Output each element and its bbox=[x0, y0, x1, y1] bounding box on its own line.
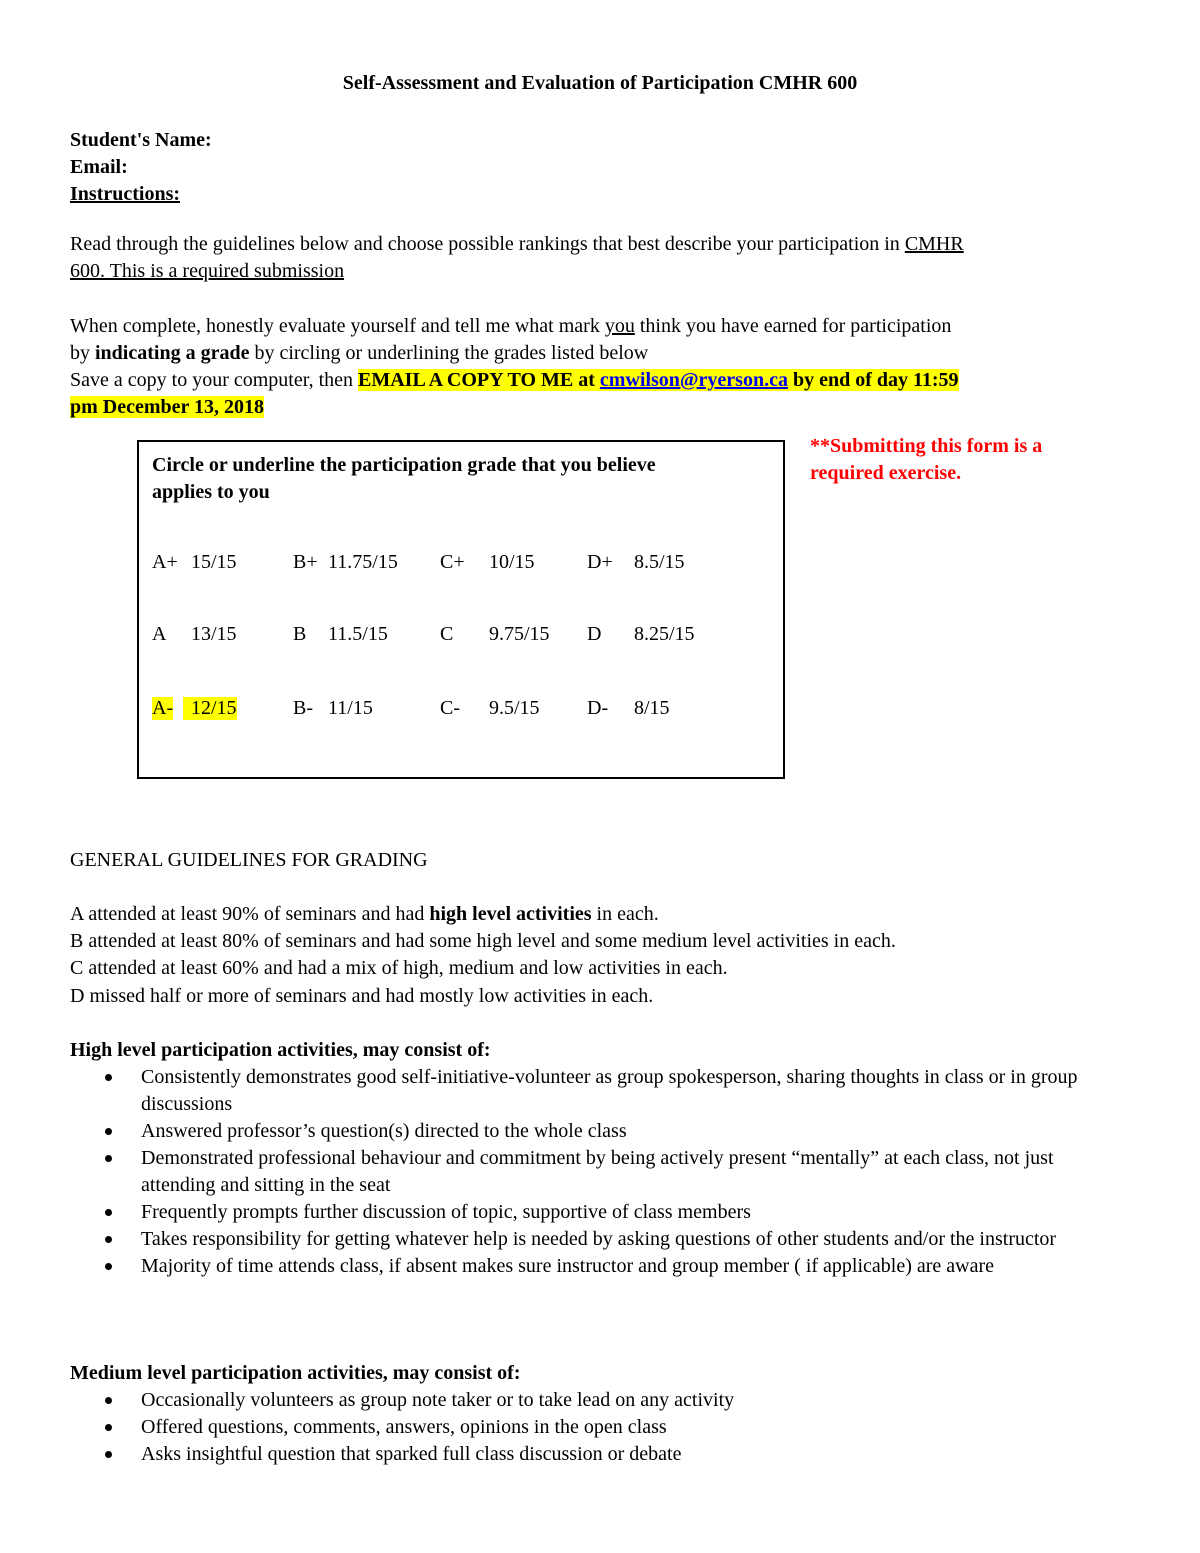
grade-box-heading-line-2: applies to you bbox=[152, 481, 270, 503]
bullet-icon bbox=[105, 1155, 112, 1162]
grade-option[interactable] bbox=[587, 697, 670, 720]
bullet-icon bbox=[105, 1451, 112, 1458]
instructions-text: think you have earned for participation bbox=[634, 315, 952, 337]
instructions-label: Instructions: bbox=[70, 183, 181, 205]
list-item bbox=[70, 1226, 1130, 1253]
grade-value: 9.75/15 bbox=[489, 623, 550, 645]
guideline-text: A attended at least 90% of seminars and had bbox=[70, 903, 430, 925]
grade-value: 11/15 bbox=[328, 697, 373, 719]
email-copy-highlight: EMAIL A COPY TO ME bbox=[358, 369, 574, 391]
list-item bbox=[70, 1199, 1130, 1226]
list-item-text: Occasionally volunteers as group note taker or to take lead on any activity bbox=[141, 1389, 735, 1411]
at-highlight: at bbox=[573, 369, 600, 391]
grade-letter: D- bbox=[587, 697, 609, 719]
you-underlined: you bbox=[604, 315, 635, 337]
grade-box-heading-line-1: Circle or underline the participation grade that you believe bbox=[152, 454, 656, 476]
guideline-text: in each. bbox=[591, 903, 659, 925]
bullet-icon bbox=[105, 1424, 112, 1431]
list-item-text: Majority of time attends class, if absent makes sure instructor and group member ( if applicable) are aware bbox=[141, 1255, 995, 1277]
bullet-icon bbox=[105, 1128, 112, 1135]
instructions-paragraph-2-line-1 bbox=[70, 313, 951, 340]
guideline-c: C attended at least 60% and had a mix of high, medium and low activities in each. bbox=[70, 957, 728, 979]
list-item-text: Offered questions, comments, answers, opinions in the open class bbox=[141, 1416, 667, 1438]
instructions-paragraph-3-line-1 bbox=[70, 367, 959, 394]
guideline-b: B attended at least 80% of seminars and had some high level and some medium level activities in each. bbox=[70, 930, 896, 952]
list-item bbox=[70, 1253, 1130, 1280]
grade-letter: C bbox=[440, 623, 454, 645]
instructions-text: Read through the guidelines below and choose possible rankings that best describe your participation in bbox=[70, 233, 905, 255]
email-link[interactable]: cmwilson@ryerson.ca bbox=[599, 369, 788, 391]
grade-value: 11.5/15 bbox=[328, 623, 388, 645]
email-label: Email: bbox=[70, 156, 128, 178]
high-level-activities-bold: high level activities bbox=[429, 903, 592, 925]
deadline-date-highlight: pm December 13, 2018 bbox=[70, 396, 265, 418]
guidelines-heading: GENERAL GUIDELINES FOR GRADING bbox=[70, 849, 428, 871]
grade-value: 8.5/15 bbox=[634, 551, 685, 573]
course-code-underlined: CMHR bbox=[904, 233, 964, 255]
instructions-paragraph-1-line-1 bbox=[70, 231, 964, 258]
instructions-text: When complete, honestly evaluate yourself and tell me what mark bbox=[70, 315, 605, 337]
grade-option[interactable] bbox=[152, 551, 237, 574]
high-level-list bbox=[70, 1064, 1130, 1280]
grade-value: 8/15 bbox=[634, 697, 670, 719]
bullet-icon bbox=[105, 1209, 112, 1216]
list-item-text: Asks insightful question that sparked full class discussion or debate bbox=[141, 1443, 682, 1465]
list-item bbox=[70, 1441, 1130, 1468]
grade-option[interactable] bbox=[587, 551, 685, 574]
instructions-paragraph-3-line-2 bbox=[70, 394, 264, 421]
grade-value: 10/15 bbox=[489, 551, 535, 573]
bullet-icon bbox=[105, 1074, 112, 1081]
bullet-icon bbox=[105, 1263, 112, 1270]
guideline-a bbox=[70, 901, 659, 928]
grade-option[interactable] bbox=[440, 697, 540, 720]
grade-option[interactable] bbox=[293, 623, 388, 646]
medium-level-heading: Medium level participation activities, may consist of: bbox=[70, 1362, 521, 1384]
grade-letter: B- bbox=[293, 697, 313, 719]
grade-value: 9.5/15 bbox=[489, 697, 540, 719]
indicating-grade-bold: indicating a grade bbox=[95, 342, 250, 364]
grade-value: 8.25/15 bbox=[634, 623, 695, 645]
grade-value: 15/15 bbox=[191, 551, 237, 573]
bullet-icon bbox=[105, 1236, 112, 1243]
grade-letter: A+ bbox=[152, 551, 178, 573]
list-item bbox=[70, 1118, 1130, 1145]
grade-option[interactable] bbox=[587, 623, 695, 646]
grade-letter: D bbox=[587, 623, 602, 645]
deadline-highlight: by end of day 11:59 bbox=[787, 369, 959, 391]
grade-option[interactable] bbox=[293, 697, 373, 720]
document-title: Self-Assessment and Evaluation of Participation CMHR 600 bbox=[342, 72, 858, 94]
list-item-text: Takes responsibility for getting whatever help is needed by asking questions of other students and/or the instructor bbox=[141, 1228, 1057, 1250]
side-note-line-1: **Submitting this form is a bbox=[810, 435, 1043, 457]
grade-letter: C- bbox=[440, 697, 460, 719]
instructions-paragraph-1-line-2: 600. This is a required submission bbox=[70, 260, 345, 282]
grade-letter: A bbox=[152, 623, 167, 645]
grade-value: 11.75/15 bbox=[328, 551, 398, 573]
side-note-line-2: required exercise. bbox=[810, 462, 962, 484]
list-item-text: Consistently demonstrates good self-initiative-volunteer as group spokesperson, sharing thoughts in class or in group discussions bbox=[141, 1066, 1078, 1115]
grade-letter: B bbox=[293, 623, 307, 645]
list-item-text: Frequently prompts further discussion of topic, supportive of class members bbox=[141, 1201, 751, 1223]
grade-value: 12/15 bbox=[183, 697, 237, 720]
grade-option[interactable] bbox=[293, 551, 398, 574]
grade-option[interactable] bbox=[440, 551, 535, 574]
list-item bbox=[70, 1387, 1130, 1414]
guideline-d: D missed half or more of seminars and had mostly low activities in each. bbox=[70, 985, 654, 1007]
instructions-text: Save a copy to your computer, then bbox=[70, 369, 359, 391]
grade-letter: B+ bbox=[293, 551, 318, 573]
list-item-text: Answered professor’s question(s) directed to the whole class bbox=[141, 1120, 627, 1142]
instructions-paragraph-2-line-2 bbox=[70, 340, 648, 367]
grade-letter: D+ bbox=[587, 551, 613, 573]
list-item bbox=[70, 1145, 1130, 1199]
grade-value: 13/15 bbox=[191, 623, 237, 645]
grade-letter: C+ bbox=[440, 551, 465, 573]
grade-letter: A- bbox=[152, 697, 174, 719]
list-item bbox=[70, 1064, 1130, 1118]
medium-level-list bbox=[70, 1387, 1130, 1468]
list-item-text: Demonstrated professional behaviour and commitment by being actively present “mentally” at each class, not just attending and sitting in the seat bbox=[141, 1147, 1054, 1196]
bullet-icon bbox=[105, 1397, 112, 1404]
list-item bbox=[70, 1414, 1130, 1441]
grade-option[interactable] bbox=[152, 697, 237, 720]
high-level-heading: High level participation activities, may consist of: bbox=[70, 1039, 491, 1061]
instructions-text: by circling or underlining the grades listed below bbox=[249, 342, 649, 364]
instructions-text: by bbox=[70, 342, 95, 364]
student-name-label: Student's Name: bbox=[70, 129, 212, 151]
grade-option[interactable] bbox=[440, 623, 550, 646]
grade-option[interactable] bbox=[152, 623, 237, 646]
